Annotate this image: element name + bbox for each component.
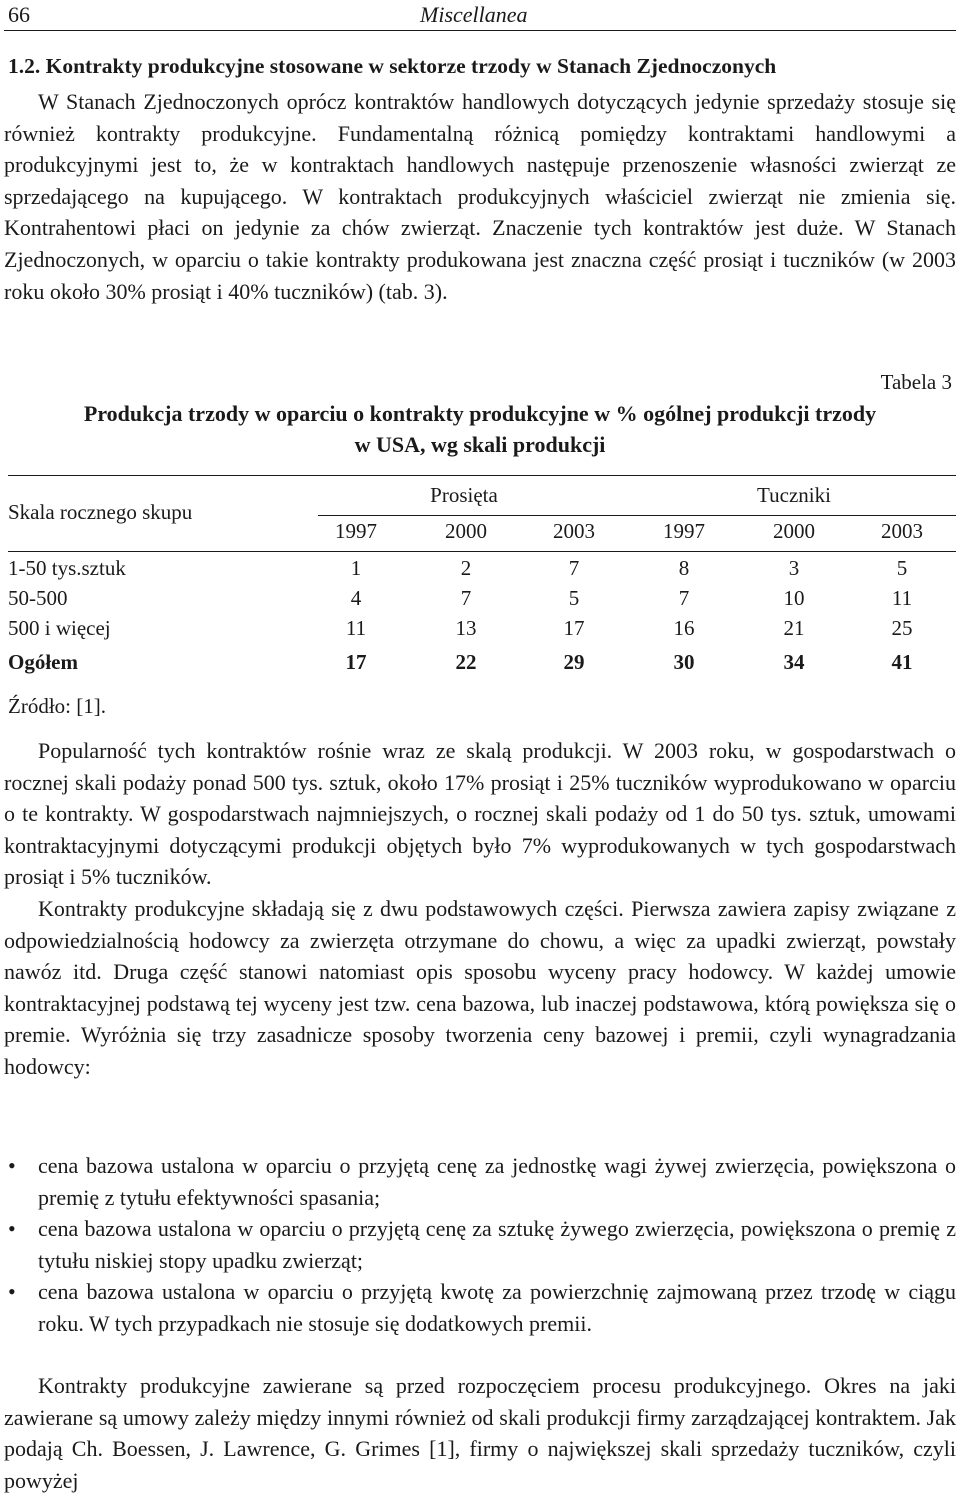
table-cell: 5: [568, 586, 580, 610]
running-section-name: Miscellanea: [420, 2, 528, 27]
table-total-cell: 34: [783, 650, 805, 674]
page-number: 66: [8, 2, 30, 27]
table-row-label: 500 i więcej: [8, 616, 111, 640]
table-year: 2000: [445, 519, 487, 543]
table-group-rule: [318, 515, 956, 516]
table-cell: 21: [783, 616, 805, 640]
section-title: 1.2. Kontrakty produkcyjne stosowane w sektorze trzody w Stanach Zjednoczonych: [8, 54, 777, 78]
bullet-symbol: •: [8, 1279, 16, 1305]
table-cell: 3: [788, 556, 800, 580]
table-year: 2003: [881, 519, 923, 543]
bullet-text: cena bazowa ustalona w oparciu o przyjętą kwotę za powierzchnię zajmowaną przez trzodę w ciągu roku. W tych przypadkach nie stosuje się dodatkowych premii.: [38, 1279, 956, 1336]
table-year: 1997: [663, 519, 705, 543]
table-title-line2: w USA, wg skali produkcji: [354, 432, 606, 457]
table-label: Tabela 3: [880, 370, 952, 394]
bullet-item: [4, 1276, 956, 1339]
table-year: 2000: [773, 519, 815, 543]
body-block: [4, 735, 956, 1083]
table-cell: 7: [678, 586, 690, 610]
paragraph-popularity: Popularność tych kontraktów rośnie wraz ze skalą produkcji. W 2003 roku, w gospodarstwach o rocznej skali podaży ponad 500 tys. sztuk, około 17% prosiąt i 25% tuczników wyprodukowano w oparciu o te kontrakty. W gospodarstwach najmniejszych, o rocznej skali podaży od 1 do 50 tys. sztuk, umowami kontraktacyjnymi dotyczącymi produkcji objętych było 7% wyprodukowanych w tych gospodarstwach prosiąt i 5% tuczników.: [4, 738, 956, 890]
table-cell: 13: [455, 616, 477, 640]
table-total-cell: 22: [455, 650, 477, 674]
bullet-symbol: •: [8, 1153, 16, 1178]
table-cell: 4: [350, 586, 362, 610]
table-cell: 25: [891, 616, 913, 640]
bullet-text: cena bazowa ustalona w oparciu o przyjętą cenę za sztukę żywego zwierzęcia, powiększona o premię z tytułu niskiej stopy upadku zwierząt;: [38, 1216, 956, 1273]
bullet-text: cena bazowa ustalona w oparciu o przyjętą cenę za jednostkę wagi żywej zwierzęcia, powiększona o premię z tytułu efektywności spasania;: [38, 1153, 956, 1210]
table-cell: 17: [563, 616, 585, 640]
table-cell: 7: [460, 586, 472, 610]
table-cell: 7: [568, 556, 580, 580]
table-cell: 5: [896, 556, 908, 580]
table-total-cell: 41: [891, 650, 913, 674]
bullet-item: [4, 1213, 956, 1276]
table-row-header: Skala rocznego skupu: [8, 500, 193, 524]
table-cell: 11: [891, 586, 913, 610]
table-group-tuczniki: Tuczniki: [757, 483, 831, 507]
table-total-cell: 29: [563, 650, 585, 674]
table-total-cell: 30: [673, 650, 695, 674]
table-title: [4, 398, 956, 460]
table-total-label: Ogółem: [8, 650, 78, 674]
table-year: 1997: [335, 519, 377, 543]
bullet-symbol: •: [8, 1216, 16, 1242]
paragraph-closing: Kontrakty produkcyjne zawierane są przed rozpoczęciem procesu produkcyjnego. Okres na jaki zawierane są umowy zależy między innymi również od skali produkcji firmy zarządzającej kontraktem. Jak podają Ch. Boessen, J. Lawrence, G. Grimes [1], firmy o największej skali sprzedaży tuczników, czyli powyżej: [4, 1373, 956, 1493]
table-cell: 8: [678, 556, 690, 580]
table-header-rule: [8, 551, 956, 552]
table-group-prosieta: Prosięta: [430, 483, 498, 507]
bullet-item: [4, 1150, 956, 1213]
paragraph-intro: W Stanach Zjednoczonych oprócz kontraktów handlowych dotyczących jedynie sprzedaży stosuje się również kontrakty produkcyjne. Fundamentalną różnicą pomiędzy kontraktami handlowymi a produkcyjnymi jest to, że w kontraktach handlowych następuje przenoszenie własności zwierząt ze sprzedającego na kupującego. W kontraktach produkcyjnych właściciel zwierząt nie zmienia się. Kontrahentowi płaci on jedynie za chów zwierząt. Znaczenie tych kontraktów jest duże. W Stanach Zjednoczonych, w oparciu o takie kontrakty produkowana jest znaczna część prosiąt i tuczników (w 2003 roku około 30% prosiąt i 40% tuczników) (tab. 3).: [4, 89, 956, 304]
paragraph-parts: Kontrakty produkcyjne składają się z dwu podstawowych części. Pierwsza zawiera zapisy związane z odpowiedzialnością hodowcy za zwierzęta otrzymane do chowu, a więc za upadki zwierząt, powstały nawóz itd. Druga część stanowi natomiast opis sposobu wyceny pracy hodowcy. W każdej umowie kontraktacyjnej podstawą tej wyceny jest tzw. cena bazowa, lub inaczej podstawowa, którą powiększa się o premie. Wyróżnia się trzy zasadnicze sposoby tworzenia ceny bazowej i premii, czyli wynagradzania hodowcy:: [4, 895, 956, 1079]
table-total-cell: 17: [345, 650, 367, 674]
table-cell: 11: [345, 616, 367, 640]
table-top-rule: [8, 475, 956, 476]
table-source: Źródło: [1].: [8, 694, 106, 718]
table-title-line1: Produkcja trzody w oparciu o kontrakty produkcyjne w % ogólnej produkcji trzody: [83, 401, 877, 426]
table-cell: 1: [350, 556, 362, 580]
table-row-label: 1-50 tys.sztuk: [8, 556, 126, 580]
bullet-list: [4, 1150, 956, 1340]
table-cell: 16: [673, 616, 695, 640]
running-head: [4, 0, 956, 31]
table-cell: 2: [460, 556, 472, 580]
table-row-label: 50-500: [8, 586, 68, 610]
table-year: 2003: [553, 519, 595, 543]
table-cell: 10: [783, 586, 805, 610]
